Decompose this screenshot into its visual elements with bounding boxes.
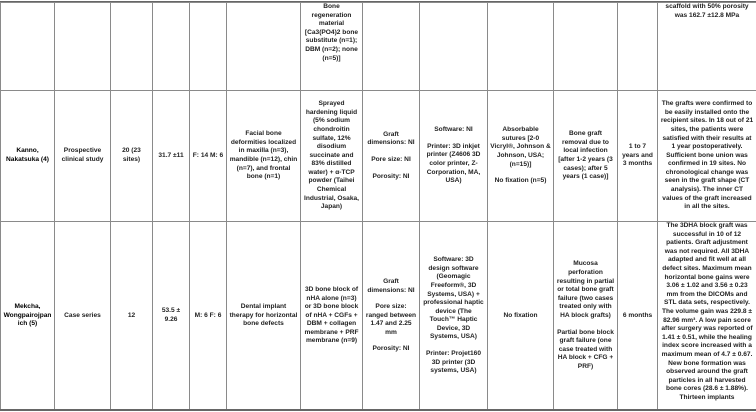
age-cell: 53.5 ± 9.26 [153, 222, 190, 411]
porosity: Porosity: NI [372, 172, 410, 180]
graft-cell [363, 222, 420, 411]
author-cell: Mekcha, Wongpairojpanich (5) [1, 222, 55, 411]
material-cell: 3D bone block of nHA alone (n=3) or 3D bone block of nHA + CGFs + DBM + collagen membrane + PRF membrane (n=9) [301, 222, 363, 411]
sex-cell: M: 6 F: 6 [190, 222, 227, 411]
sex-cell: F: 14 M: 6 [190, 91, 227, 222]
printer: Printer: Projet160 3D printer (3D systems, USA) [426, 350, 481, 375]
fixation: Absorbable sutures [2-0 Vicryl®, Johnson & Johnson, USA; (n=15)] [490, 126, 551, 168]
outcome-cell: scaffold with 50% porosity was 162.7 ±12.8 MPa [658, 3, 756, 91]
porosity: Porosity: NI [372, 345, 410, 353]
complications-cell [554, 3, 618, 91]
sex-cell [190, 3, 227, 91]
patients-cell: 12 [111, 222, 153, 411]
fixation-cell [488, 222, 554, 411]
fixation-cell [488, 3, 554, 91]
fixation: No fixation [503, 311, 538, 319]
followup-cell [618, 3, 658, 91]
complications-cell [554, 222, 618, 411]
pore-size: Pore size: ranged between 1.47 and 2.25 mm [365, 303, 417, 336]
complications-cell [554, 91, 618, 222]
software: Software: NI [434, 126, 473, 134]
table-row [1, 91, 756, 222]
design-cell: Prospective clinical study [55, 91, 111, 222]
outcome-cell: The 3DHA block graft was successful in 10 of 12 patients. Graft adjustment was not required. All 3DHA adapted and fit well at all defect sites. Maximum mean horizontal bone gains were 3.06 ± 1.02 and 3.56 ± 0.23 mm from the DICOMs and STL data sets, respectively. The volume gain was 229.8 ± 82.96 mm³. A low pain score after surgery was reported of 1.41 ± 0.51, while the healing index score increased with a maximum mean of 4.7 ± 0.67. New bone formation was observed around the graft particles in all harvested bone cores (28.6 ± 1.88%). Thirteen implants [658, 222, 756, 411]
table-row [1, 3, 756, 91]
software-cell [420, 222, 488, 411]
design-cell [55, 3, 111, 91]
design-cell: Case series [55, 222, 111, 411]
material-cell: Bone regeneration material [Ca3(PO4)2 bone substitute (n=1); DBM (n=2); none (n=5)] [301, 3, 363, 91]
author-cell: Kanno, Nakatsuka (4) [1, 91, 55, 222]
material-cell: Sprayed hardening liquid (5% sodium chondroitin sulfate, 12% disodium succinate and 83% distilled water) + α-TCP powder (Taihei Chemical Industrial, Osaka, Japan) [301, 91, 363, 222]
studies-table [0, 2, 756, 411]
patients-cell: 20 (23 sites) [111, 91, 153, 222]
indication-cell: Facial bone deformities localized in maxilla (n=3), mandible (n=12), chin (n=7), and frontal bone (n=1) [227, 91, 301, 222]
software-cell [420, 3, 488, 91]
graft-dimensions: Graft dimensions: NI [367, 130, 415, 147]
complication: Mucosa perforation resulting in partial or total bone graft failure (two cases treated only with HA block grafts) [556, 260, 615, 319]
fixation: No fixation (n=5) [494, 177, 547, 185]
pore-size: Pore size: NI [371, 156, 411, 163]
followup-cell: 6 months [618, 222, 658, 411]
author-cell [1, 3, 55, 91]
graft-dimensions: Graft dimensions: NI [367, 277, 415, 294]
table-bottom-border [0, 409, 756, 411]
printer: Printer: 3D inkjet printer (Z4606 3D color printer, Z-Corporation, MA, USA) [426, 142, 481, 185]
indication-cell [227, 3, 301, 91]
complication: Partial bone block graft failure (one case treated with HA block + CFG + PRF) [557, 328, 614, 370]
patients-cell [111, 3, 153, 91]
age-cell [153, 3, 190, 91]
indication-cell: Dental implant therapy for horizontal bone defects [227, 222, 301, 411]
graft-cell [363, 91, 420, 222]
fixation-cell [488, 91, 554, 222]
table-row [1, 222, 756, 411]
age-cell: 31.7 ±11 [153, 91, 190, 222]
complication: Bone graft removal due to local infection [after 1-2 years (3 cases); after 5 years (1 case)] [558, 130, 613, 181]
followup-cell: 1 to 7 years and 3 months [618, 91, 658, 222]
software-cell [420, 91, 488, 222]
software: Software: 3D design software (Geomagic Freeform®, 3D Systems, USA) + professional haptic device (The Touch™ Haptic Device, 3D Systems, USA) [423, 256, 484, 341]
outcome-cell: The grafts were confirmed to be easily installed onto the recipient sites. In 18 out of 21 sites, the patients were satisfied with their results at 1 year postoperatively. Sufficient bone union was confirmed in 19 sites. No chronological change was seen in the graft shape (CT analysis). The inner CT values of the graft increased in all the sites. [658, 91, 756, 222]
graft-cell [363, 3, 420, 91]
